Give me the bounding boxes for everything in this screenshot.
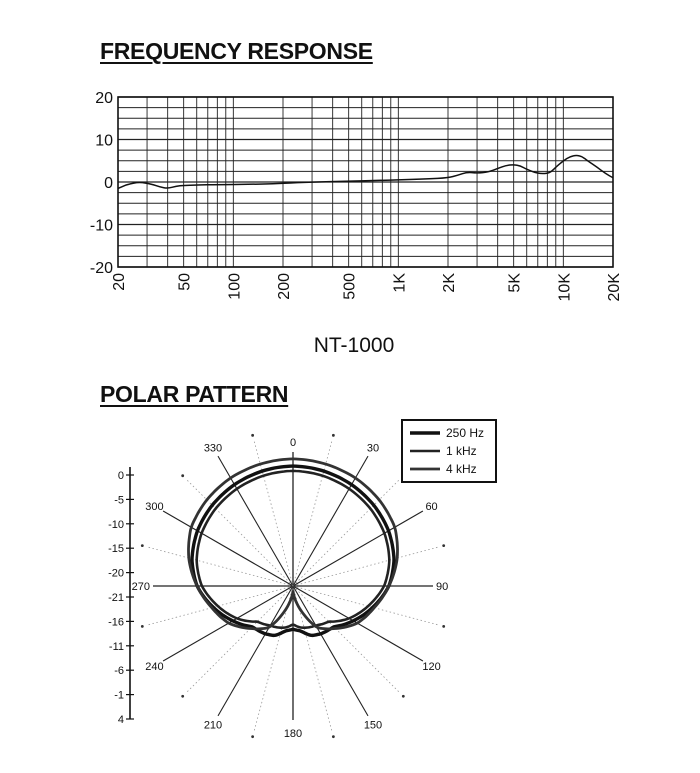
- x-tick-label: 500: [341, 273, 359, 300]
- legend-label: 250 Hz: [446, 426, 485, 440]
- polar-spoke: [293, 456, 368, 586]
- legend-label: 1 kHz: [446, 444, 477, 458]
- angle-label: 90: [436, 581, 449, 593]
- frequency-response-heading: FREQUENCY RESPONSE: [100, 38, 373, 64]
- angle-label: 300: [145, 501, 164, 513]
- x-tick-label: 20K: [606, 273, 623, 302]
- radial-tick-label: -10: [108, 518, 124, 531]
- polar-spoke-dot: [251, 735, 254, 738]
- polar-spoke: [218, 456, 293, 586]
- x-tick-label: 5K: [506, 273, 524, 293]
- radial-tick-label: -16: [108, 616, 124, 629]
- angle-label: 0: [289, 437, 297, 449]
- polar-spoke: [293, 586, 399, 692]
- x-tick-label: 10K: [556, 273, 574, 302]
- angle-label: 30: [366, 442, 380, 455]
- polar-spoke-dot: [251, 434, 254, 437]
- polar-spoke: [163, 511, 293, 586]
- radial-tick-label: -11: [108, 640, 124, 653]
- radial-tick-label: -21: [108, 592, 124, 604]
- polar-spoke-dot: [141, 544, 144, 547]
- polar-pattern-heading: POLAR PATTERN: [100, 381, 289, 407]
- radial-tick-label: -1: [114, 689, 124, 702]
- radial-tick-label: -15: [108, 543, 124, 556]
- polar-spoke: [293, 547, 438, 586]
- radial-tick-label: -6: [114, 665, 124, 678]
- polar-spoke: [293, 511, 423, 586]
- x-tick-label: 100: [226, 273, 244, 300]
- polar-spoke: [187, 586, 293, 692]
- y-tick-label: -10: [89, 217, 113, 235]
- radial-tick-label: 0: [117, 470, 124, 482]
- polar-spoke-dot: [332, 434, 335, 437]
- radial-tick-label: -20: [108, 567, 124, 580]
- angle-label: 150: [363, 719, 383, 732]
- angle-label: 240: [145, 661, 164, 673]
- polar-spoke: [218, 586, 293, 716]
- angle-label: 180: [283, 728, 303, 740]
- angle-label: 120: [422, 661, 441, 673]
- x-tick-label: 200: [276, 273, 293, 300]
- polar-pattern-chart: [108, 420, 496, 740]
- polar-spoke-dot: [181, 695, 184, 698]
- radial-tick-label: -5: [114, 494, 124, 507]
- angle-label: 210: [203, 719, 223, 732]
- y-tick-label: 0: [104, 175, 113, 192]
- y-tick-label: 10: [95, 132, 113, 150]
- x-tick-label: 50: [176, 273, 194, 291]
- polar-spoke-dot: [181, 474, 184, 477]
- radial-tick-label: 4: [117, 714, 124, 726]
- legend-label: 4 kHz: [446, 462, 477, 476]
- x-tick-label: 2K: [441, 273, 458, 293]
- polar-spoke: [148, 547, 293, 586]
- frequency-response-chart: [90, 90, 623, 301]
- polar-spoke-dot: [402, 695, 405, 698]
- polar-spoke-dot: [332, 735, 335, 738]
- angle-label: 270: [131, 581, 150, 593]
- polar-spoke-dot: [442, 625, 445, 628]
- model-label: NT-1000: [313, 334, 395, 357]
- angle-label: 330: [203, 442, 223, 455]
- polar-spoke: [148, 586, 293, 625]
- polar-spoke: [293, 586, 438, 625]
- y-tick-label: 20: [95, 90, 113, 107]
- polar-spoke-dot: [442, 544, 445, 547]
- x-tick-label: 20: [111, 273, 128, 291]
- y-tick-label: -20: [89, 260, 113, 277]
- x-tick-label: 1K: [391, 273, 409, 293]
- polar-spoke-dot: [141, 625, 144, 628]
- polar-spoke: [293, 586, 368, 716]
- angle-label: 60: [425, 501, 438, 513]
